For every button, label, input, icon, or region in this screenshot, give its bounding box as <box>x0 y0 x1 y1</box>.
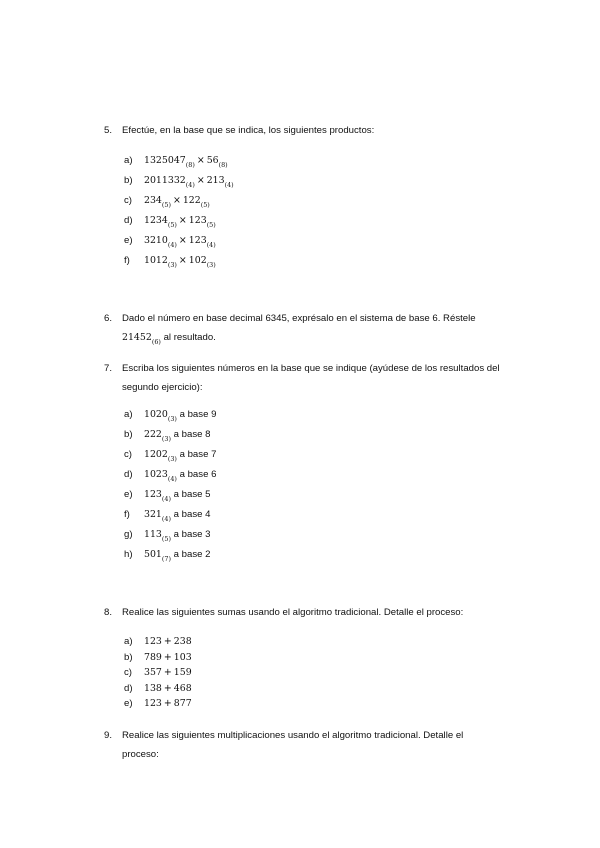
question-9 <box>104 726 516 764</box>
question-number: 9. <box>104 730 113 741</box>
question-number: 7. <box>104 363 113 374</box>
question-text-line-2: $21452_{(6)}$ al resultado. <box>122 332 216 346</box>
question-number: 6. <box>104 313 113 324</box>
question-5 <box>104 121 516 140</box>
question-number: 5. <box>104 125 113 136</box>
question-text-line-1: Realice las siguientes multiplicaciones usando el algoritmo tradicional. Detalle el <box>122 730 464 741</box>
question-text-line-1: Escriba los siguientes números en la base que se indique (ayúdese de los resultados del <box>122 363 500 374</box>
question-7 <box>104 359 516 397</box>
question-6 <box>104 309 516 347</box>
question-number: 8. <box>104 607 113 618</box>
question-8 <box>104 603 516 622</box>
question-text-line-1: Dado el número en base decimal 6345, exprésalo en el sistema de base 6. Réstele <box>122 313 476 324</box>
document-page: 5. Efectúe, en la base que se indica, los siguientes productos: a) $1325047_{(8)} \times 56_{(8)}$ b) $2011332_{(4)} \times 213_{(4)}$ c) $234_{(5)} \times 122_{(5)}$ d) $1234_{(5)} \times 123_{(5)}$ e) $3210_{(4)} \times 123_{(4)}$ f) $1012_{(3)} \times 102_{(3)}$ 6. Dado el número en base decimal 6345, exprésalo en el sistema de base 6. Réstele $21452_{(6)}$ al resultado. 7. Escriba los siguientes números en la base que se indique (ayúdese de los resultados del segundo ejercicio): a) $1020_{(3)}$ a base 9 b) $222_{(3)}$ a base 8 c) $1202_{(3)}$ a base 7 d) $1023_{(4)}$ a base 6 e) $123_{(4)}$ a base 5 f) $321_{(4)}$ a base 4 g) $113_{(5)}$ a base 3 h) $501_{(7)}$ a base 2 8. Realice las siguientes sumas usando el algoritmo tradicional. Detalle el proceso: a) 123 + 238 b) 789 + 103 c) 357 + 159 d) 138 + 468 e) 123 + 877 9. Realice las siguientes multiplicaciones usando el algoritmo tradicional. Detalle el proceso: <box>0 0 600 848</box>
question-text-line-2: proceso: <box>122 749 159 760</box>
question-text: Efectúe, en la base que se indica, los siguientes productos: <box>122 125 375 136</box>
question-text: Realice las siguientes sumas usando el algoritmo tradicional. Detalle el proceso: <box>122 607 464 618</box>
question-text-line-2: segundo ejercicio): <box>122 382 203 393</box>
